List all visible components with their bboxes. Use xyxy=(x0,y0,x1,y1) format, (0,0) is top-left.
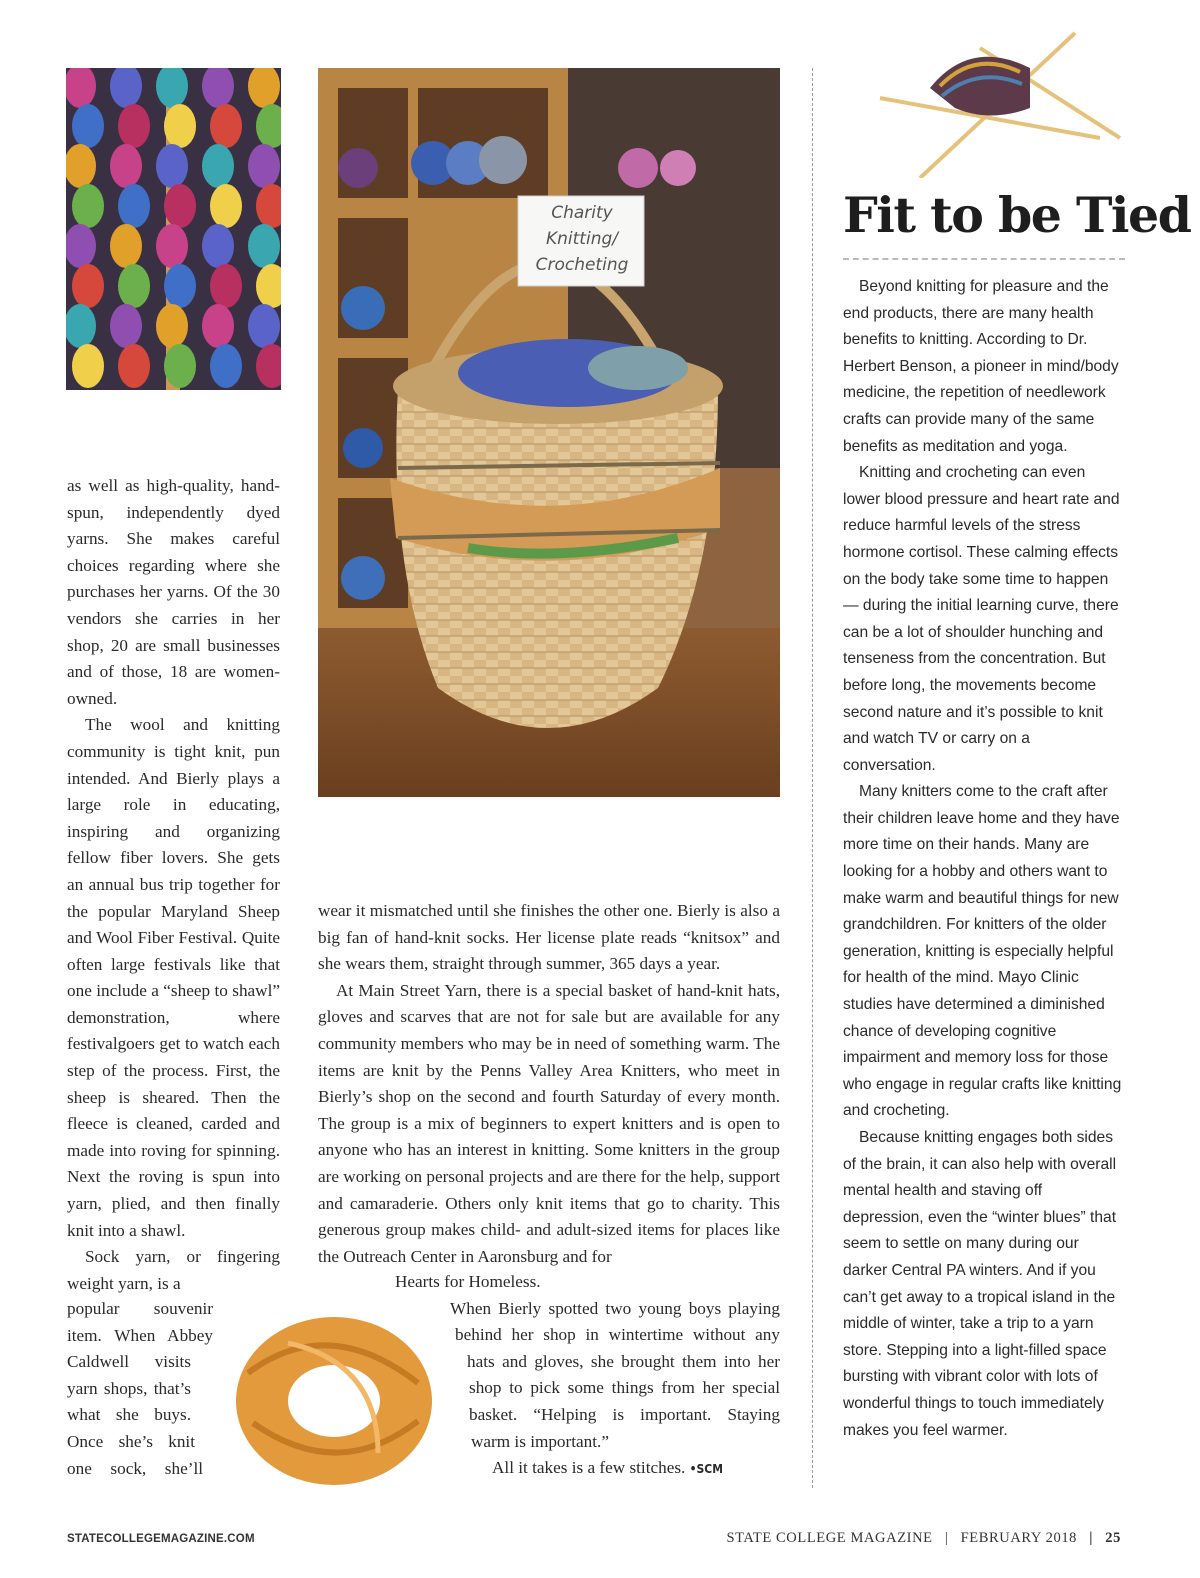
yarn-skein xyxy=(248,304,280,348)
yarn-skein xyxy=(248,224,280,268)
yarn-skein xyxy=(72,104,104,148)
knitting-needles-photo xyxy=(860,28,1130,178)
charity-basket-photo xyxy=(318,68,780,797)
left-paragraph-1: as well as high-quality, hand-spun, independently dyed yarns. She makes careful choices regarding where she purchases her yarns. Of the 30 vendors she carries in her shop, 20 are small businesses and of those, 18 are women-owned. xyxy=(67,476,280,708)
yarn-skein xyxy=(156,304,188,348)
basket-illustration xyxy=(318,68,780,797)
yarn-skein xyxy=(164,104,196,148)
yarn-skein xyxy=(72,264,104,308)
left-wrap-line: what she buys. xyxy=(67,1405,191,1425)
basket-sign xyxy=(524,200,640,278)
middle-wrap-line: Hearts for Homeless. xyxy=(395,1272,541,1291)
yarn-skein xyxy=(156,224,188,268)
yarn-skein xyxy=(118,264,150,308)
left-paragraph-2: The wool and knitting community is tight knit, pun intended. And Bierly plays a large role in educating, inspiring and organizing fellow fiber lovers. She gets an annual bus trip together for the popular Maryland Sheep and Wool Fiber Festival. Quite often large festivals like that one include a “sheep to shawl” demonstration, where festivalgoers get to watch each step of the process. First, the sheep is sheared. Then the fleece is cleaned, carded and made into roving for spinning. Next the roving is spun into yarn, plied, and then finally knit into a shawl. xyxy=(67,715,280,1240)
sidebar-title: Fit to be Tied xyxy=(843,186,1191,244)
yarn-skein xyxy=(156,144,188,188)
left-wrap-line: Once she’s knit xyxy=(67,1431,195,1451)
footer-magazine: STATE COLLEGE MAGAZINE xyxy=(726,1530,933,1546)
sidebar-paragraph-3: Many knitters come to the craft after their children leave home and they have more time on their hands. Many are looking for a hobby and others want to make warm and beautiful things for new grandchildren. For knitters of the older generation, knitting is especially helpful for health of the mind. Mayo Clinic studies have determined a diminished chance of developing cognitive impairment and memory loss for those who engage in regular crafts like knitting and crocheting. xyxy=(843,783,1122,1120)
sidebar-body xyxy=(843,274,1126,1444)
yarn-skein xyxy=(110,304,142,348)
middle-wrap-line: warm is important.” xyxy=(471,1431,609,1451)
yarn-skein xyxy=(210,264,242,308)
sidebar-title-rule xyxy=(843,258,1125,260)
basket-sign-line-2: Knitting/ xyxy=(546,229,618,249)
page-number: 25 xyxy=(1105,1530,1121,1546)
left-column-wrap xyxy=(67,1296,213,1482)
sidebar-paragraph-1: Beyond knitting for pleasure and the end products, there are many health benefits to knitting. According to Dr. Herbert Benson, a pioneer in mind/body medicine, the repetition of needlework crafts can provide many of the same benefits as meditation and yoga. xyxy=(843,278,1119,455)
sidebar-paragraph-2: Knitting and crocheting can even lower blood pressure and heart rate and reduce harmful levels of the stress hormone cortisol. These calming effects on the body take some time to happen — during the initial learning curve, there can be a lot of shoulder hunching and tenseness from the concentration. But before long, the movements become second nature and it’s possible to knit and watch TV or carry on a conversation. xyxy=(843,464,1120,774)
yarn-skein xyxy=(164,184,196,228)
middle-wrap-line: When Bierly spotted two young boys playing xyxy=(450,1298,780,1318)
footer-separator: | xyxy=(1089,1530,1094,1546)
knitting-needles-illustration xyxy=(860,28,1130,178)
left-wrap-line: popular souvenir xyxy=(67,1299,213,1318)
end-mark: •SCM xyxy=(689,1462,723,1477)
sidebar-paragraph-4: Because knitting engages both sides of the brain, it can also help with overall mental health and staving off depression, even the “winter blues” that seem to settle on many during our darker Central PA winters. And if you can’t get away to a tropical island in the middle of winter, take a trip to a yarn store. Stepping into a light-filled space bursting with vibrant color with lots of wonderful things to touch immediately makes you feel warmer. xyxy=(843,1129,1117,1439)
left-wrap-line: Caldwell visits xyxy=(67,1352,191,1372)
yarn-skein xyxy=(164,264,196,308)
middle-column-wrap xyxy=(395,1269,780,1483)
yarn-skein xyxy=(210,104,242,148)
middle-paragraph-1: wear it mismatched until she finishes the other one. Bierly is also a big fan of hand-knit socks. Her license plate reads “knitsox” and she wears them, straight through summer, 365 days a year. xyxy=(318,901,780,974)
left-wrap-line: yarn shops, that’s xyxy=(67,1378,191,1398)
left-column xyxy=(67,473,280,1297)
middle-wrap-line: basket. “Helping is important. Staying xyxy=(469,1404,780,1424)
footer-separator: | xyxy=(944,1530,949,1546)
basket-sign-line-3: Crocheting xyxy=(535,255,629,275)
left-wrap-line: item. When Abbey xyxy=(67,1325,213,1345)
middle-wrap-line: All it takes is a few stitches. xyxy=(492,1458,686,1478)
footer-website: STATECOLLEGEMAGAZINE.COM xyxy=(67,1533,255,1545)
middle-column xyxy=(318,898,780,1270)
yarn-skein xyxy=(164,344,196,388)
yarn-skein xyxy=(210,184,242,228)
left-wrap-line: one sock, she’ll xyxy=(67,1458,203,1478)
footer-issue xyxy=(726,1530,1121,1547)
left-paragraph-3: Sock yarn, or fingering weight yarn, is a xyxy=(67,1247,280,1293)
footer-date: FEBRUARY 2018 xyxy=(960,1530,1078,1546)
sidebar-divider xyxy=(812,68,813,1488)
middle-wrap-line: shop to pick some things from her special xyxy=(469,1378,780,1398)
middle-wrap-line: behind her shop in wintertime without any xyxy=(455,1325,780,1345)
yarn-skein xyxy=(202,144,234,188)
yarn-skein xyxy=(72,184,104,228)
yarn-skein xyxy=(118,344,150,388)
yarn-skein xyxy=(110,224,142,268)
yarn-skein xyxy=(118,104,150,148)
middle-wrap-line: hats and gloves, she brought them into her xyxy=(467,1351,780,1371)
middle-final-line xyxy=(492,1455,780,1483)
yarn-wall-illustration xyxy=(66,68,281,390)
yarn-skein xyxy=(202,224,234,268)
yarn-skein xyxy=(110,144,142,188)
yarn-skein xyxy=(72,344,104,388)
yarn-skein xyxy=(202,304,234,348)
yarn-skein xyxy=(248,144,280,188)
yarn-skein xyxy=(210,344,242,388)
yarn-skein xyxy=(118,184,150,228)
yarn-wall-photo xyxy=(66,68,281,390)
basket-sign-line-1: Charity xyxy=(551,203,613,223)
middle-paragraph-2: At Main Street Yarn, there is a special basket of hand-knit hats, gloves and scarves that are not for sale but are available for any community members who may be in need of something warm. The items are knit by the Penns Valley Area Knitters, who meet in Bierly’s shop on the second and fourth Saturday of every month. The group is a mix of beginners to expert knitters and is open to anyone who has an interest in knitting. Some knitters in the group are working on personal projects and are there for the help, support and camaraderie. Others only knit items that go to charity. This generous group makes child- and adult-sized items for places like the Outreach Center in Aaronsburg and for xyxy=(318,980,780,1266)
